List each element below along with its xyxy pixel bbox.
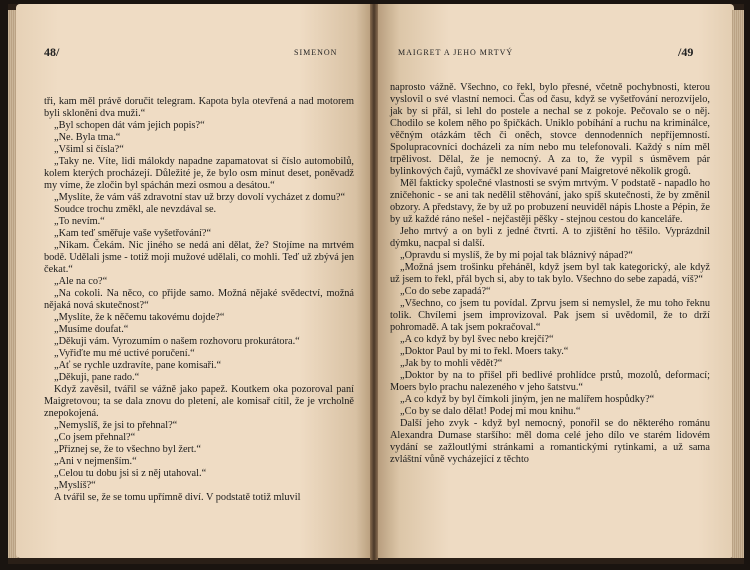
paragraph: Měl fakticky společné vlastnosti se svým mrtvým. V podstatě - napadlo ho zničehonic - se ani tak nedělil stěhování, jako spíš skutečnosti, že by změnil obzory. A představy, že by už po probuzení neuviděl nápis Lhoste a Pépin, že by už každé ráno nešel - nejčastěji pěšky - stejnou cestou do kanceláře. xyxy=(390,178,710,225)
right-page-text xyxy=(390,82,710,466)
paragraph: „Opravdu si myslíš, že by mi pojal tak bláznivý nápad?“ xyxy=(400,250,633,261)
paragraph: „Doktor by na to přišel při bedlivé prohlídce prstů, mozolů, deformací; Moers bylo prachu nalezeného v jeho šatstvu.“ xyxy=(390,370,710,393)
paragraph: „Ani v nejmenším.“ xyxy=(54,456,137,467)
paragraph: „A co když by byl švec nebo krejčí?“ xyxy=(400,334,554,345)
paragraph: „Vyřiďte mu mé uctivé poručení.“ xyxy=(54,348,195,359)
page-number-left: 48/ xyxy=(44,45,60,59)
paragraph: „Ale na co?“ xyxy=(54,276,108,287)
paragraph: „Všiml si čísla?“ xyxy=(54,144,124,155)
running-head-right: MAIGRET A JEHO MRTVÝ xyxy=(398,48,514,57)
open-book xyxy=(8,4,744,564)
paragraph: Jeho mrtvý a on byli z jedné čtvrti. A to zjištění ho těšilo. Vyprázdnil dýmku, nacpal si další. xyxy=(390,226,710,249)
paragraph: „Jak by to mohli vědět?“ xyxy=(400,358,503,369)
paragraph: „Co by se dalo dělat! Podej mi mou knihu.“ xyxy=(400,406,581,417)
paragraph: „Co do sebe zapadá?“ xyxy=(400,286,491,297)
paragraph: „Myslíte, že k něčemu takovému dojde?“ xyxy=(54,312,225,323)
paragraph: „Doktor Paul by mi to řekl. Moers taky.“ xyxy=(400,346,569,357)
paragraph: „Ať se rychle uzdravíte, pane komisaři.“ xyxy=(54,360,222,371)
paragraph: „To nevím.“ xyxy=(54,216,105,227)
page-number-right: /49 xyxy=(678,45,694,59)
paragraph: „Děkuji vám. Vyrozumím o našem rozhovoru prokurátora.“ xyxy=(54,336,300,347)
paragraph: „Myslíte, že vám váš zdravotní stav už brzy dovolí vycházet z domu?“ xyxy=(54,192,346,203)
paragraph: „Nemyslíš, že jsi to přehnal?“ xyxy=(54,420,178,431)
paragraph: „Taky ne. Víte, lidi málokdy napadne zapamatovat si číslo automobilů, kolem kterých procházejí. Důležité je, že bylo osm minut deset, poněvadž my víme, že zločin byl spáchán mezi osmou a desátou.“ xyxy=(44,156,354,191)
left-page-text xyxy=(44,96,354,504)
paragraph: Soudce trochu změkl, ale nevzdával se. xyxy=(54,204,217,215)
paragraph: „Nikam. Čekám. Nic jiného se nedá ani dělat, že? Stojíme na mrtvém bodě. Udělali jsme - totiž moji mužové udělali, co mohli. Teď už zbývá jen čekat.“ xyxy=(44,240,354,275)
left-page xyxy=(16,4,370,558)
paragraph: Další jeho zvyk - když byl nemocný, ponořil se do některého románu Alexandra Dumase staršího: měl doma celé jeho dílo ve starém lidovém vydání se zažloutlými stránkami a romantickými rytinkami, a už sama zvláštní vůně vycházející z těchto xyxy=(390,418,710,465)
paragraph: A tvářil se, že se tomu upřímně diví. V podstatě totiž mluvil xyxy=(54,492,301,503)
paragraph: „Děkuji, pane rado.“ xyxy=(54,372,140,383)
paragraph: „Byl schopen dát vám jejich popis?“ xyxy=(54,120,205,131)
running-head-left: SIMENON xyxy=(294,48,338,57)
paragraph: „Na cokoli. Na něco, co přijde samo. Možná nějaké svědectví, možná nějaká nová skutečnost?“ xyxy=(44,288,354,311)
paragraph: „Co jsem přehnal?“ xyxy=(54,432,136,443)
paragraph: „Možná jsem trošinku přeháněl, když jsem byl tak kategorický, ale když už jsem to řekl, přál bych si, aby to tak bylo. Všechno do sebe zapadá, víš?“ xyxy=(390,262,710,285)
paragraph: „A co když by byl čímkoli jiným, jen ne malířem hospůdky?“ xyxy=(400,394,655,405)
paragraph: „Celou tu dobu jsi si z něj utahoval.“ xyxy=(54,468,207,479)
paragraph: tři, kam měl právě doručit telegram. Kapota byla otevřená a nad motorem byli skloněni dva muži.“ xyxy=(44,96,354,119)
paragraph: naprosto vážně. Všechno, co řekl, bylo přesné, včetně pochybnosti, kterou vyslovil o své vlastní nemoci. Čas od času, když se vyšetřování nerozvíjelo, jak by si přál, si lehl do postele a nechal se z pokoje. Pečovalo se o něj. Chodilo se kolem něho po špičkách. Uniklo pobíhání a ruchu na kriminálce, věčným otázkám těch či oněch, stovce dennodenních nepříjemností. Spolupracovníci docházeli za ním nebo mu telefonovali. Každý s ním měl trpělivost. Dělal, že je nemocný. A za to, že vypil s úsměvem pár bylinkových čajů, vymáčkl ze shovívavé paní Maigretové několik grogů. xyxy=(390,82,710,177)
paragraph: „Musíme doufat.“ xyxy=(54,324,129,335)
right-page xyxy=(378,4,734,558)
paragraph: „Myslíš?“ xyxy=(54,480,96,491)
book-spine xyxy=(370,4,378,560)
page-edges-right xyxy=(732,10,744,558)
paragraph: „Přiznej se, že to všechno byl žert.“ xyxy=(54,444,201,455)
paragraph: „Všechno, co jsem tu povídal. Zprvu jsem si nemyslel, že mu toho řeknu tolik. Chvílemi jsem improvizoval. Pak jsem si uvědomil, že to drží pohromadě. A tak jsem pokračoval.“ xyxy=(390,298,710,333)
paragraph: „Kam teď směřuje vaše vyšetřování?“ xyxy=(54,228,212,239)
paragraph: „Ne. Byla tma.“ xyxy=(54,132,121,143)
paragraph: Když zavěsil, tvářil se vážně jako papež. Koutkem oka pozoroval paní Maigretovou; ta se dala znovu do pletení, ale komisař cítil, že je vrcholně znepokojená. xyxy=(44,384,354,419)
